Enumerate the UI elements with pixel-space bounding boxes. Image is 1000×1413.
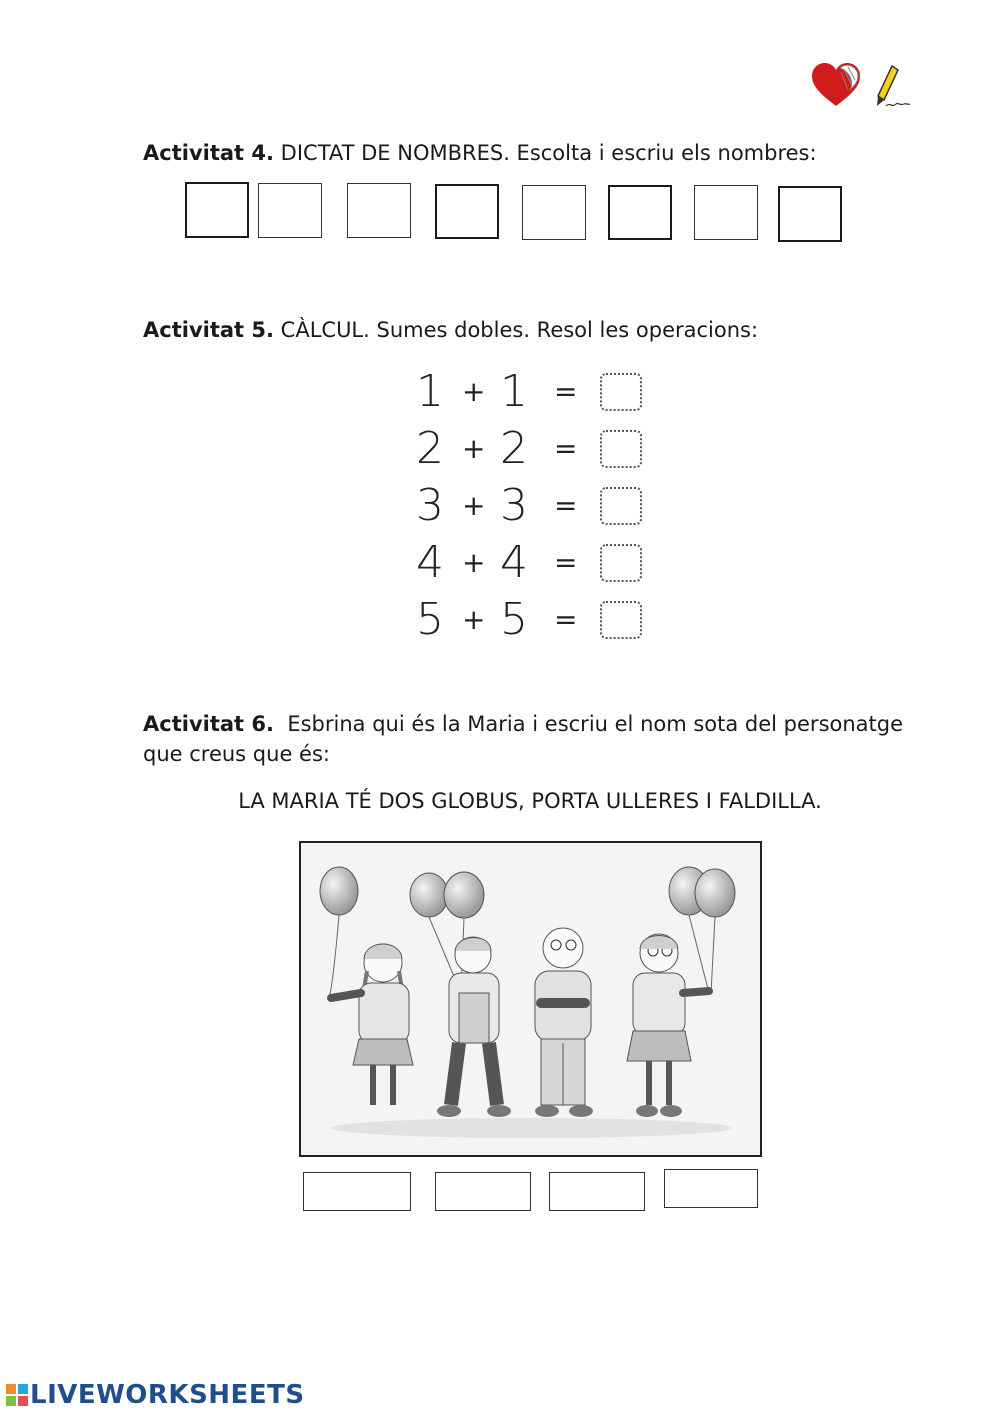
footer-brand: LIVEWORKSHEETS xyxy=(30,1380,305,1410)
dictation-answer-box[interactable] xyxy=(347,183,411,238)
sum-addend-a: 3 xyxy=(416,480,444,531)
sum-answer-box[interactable] xyxy=(600,487,642,525)
sum-addend-b: 2 xyxy=(500,423,528,474)
activity6-instructions-line1: Esbrina qui és la Maria i escriu el nom sota del personatge xyxy=(287,712,904,736)
activity6-instructions-line2: que creus que és: xyxy=(143,742,330,766)
sum-plus: + xyxy=(462,489,486,522)
child-1-figure xyxy=(320,867,413,1105)
name-answer-box[interactable] xyxy=(303,1172,411,1211)
sum-row xyxy=(408,538,658,588)
activity4-instructions: DICTAT DE NOMBRES. Escolta i escriu els nombres: xyxy=(280,141,817,165)
sum-plus: + xyxy=(462,432,486,465)
sum-row xyxy=(408,424,658,474)
sum-plus: + xyxy=(462,546,486,579)
sum-addend-a: 4 xyxy=(416,537,444,588)
activity5-title: Activitat 5. xyxy=(143,318,274,342)
liveworksheets-logo-icon xyxy=(6,1384,28,1406)
sum-addend-b: 5 xyxy=(500,594,528,645)
children-illustration xyxy=(299,841,762,1157)
sum-row xyxy=(408,595,658,645)
sum-equals: = xyxy=(554,489,578,522)
sum-equals: = xyxy=(554,375,578,408)
dictation-answer-box[interactable] xyxy=(778,186,842,242)
sum-answer-box[interactable] xyxy=(600,601,642,639)
dictation-answer-box[interactable] xyxy=(258,183,322,238)
activity6-title: Activitat 6. xyxy=(143,712,274,736)
children-drawing xyxy=(301,843,760,1155)
sum-answer-box[interactable] xyxy=(600,373,642,411)
child-3-figure xyxy=(535,928,593,1117)
sum-plus: + xyxy=(462,375,486,408)
name-answer-box[interactable] xyxy=(435,1172,531,1211)
activity4-heading xyxy=(143,138,943,168)
liveworksheets-logo xyxy=(6,1380,305,1410)
sum-addend-a: 1 xyxy=(416,366,444,417)
sum-equals: = xyxy=(554,432,578,465)
sum-equals: = xyxy=(554,603,578,636)
sum-row xyxy=(408,367,658,417)
activity6-heading xyxy=(143,709,943,769)
dictation-answer-box[interactable] xyxy=(694,185,758,240)
sum-addend-b: 1 xyxy=(500,366,528,417)
activity5-heading xyxy=(143,315,943,345)
dictation-answer-box[interactable] xyxy=(522,185,586,240)
sum-addend-a: 5 xyxy=(416,594,444,645)
pencil-icon xyxy=(872,62,916,110)
activity4-title: Activitat 4. xyxy=(143,141,274,165)
child-2-figure xyxy=(410,872,511,1117)
sum-answer-box[interactable] xyxy=(600,430,642,468)
dictation-answer-box[interactable] xyxy=(608,185,672,240)
sum-addend-b: 4 xyxy=(500,537,528,588)
sum-row xyxy=(408,481,658,531)
name-answer-box[interactable] xyxy=(549,1172,645,1211)
sum-answer-box[interactable] xyxy=(600,544,642,582)
heart-icon xyxy=(810,60,862,108)
name-answer-box[interactable] xyxy=(664,1169,758,1208)
dictation-answer-box[interactable] xyxy=(435,184,499,239)
activity5-instructions: CÀLCUL. Sumes dobles. Resol les operacions: xyxy=(280,318,759,342)
activity6-clue: LA MARIA TÉ DOS GLOBUS, PORTA ULLERES I FALDILLA. xyxy=(238,789,822,813)
sum-plus: + xyxy=(462,603,486,636)
sum-addend-b: 3 xyxy=(500,480,528,531)
sum-equals: = xyxy=(554,546,578,579)
child-4-figure xyxy=(627,867,735,1117)
dictation-answer-box[interactable] xyxy=(185,182,249,238)
sum-addend-a: 2 xyxy=(416,423,444,474)
